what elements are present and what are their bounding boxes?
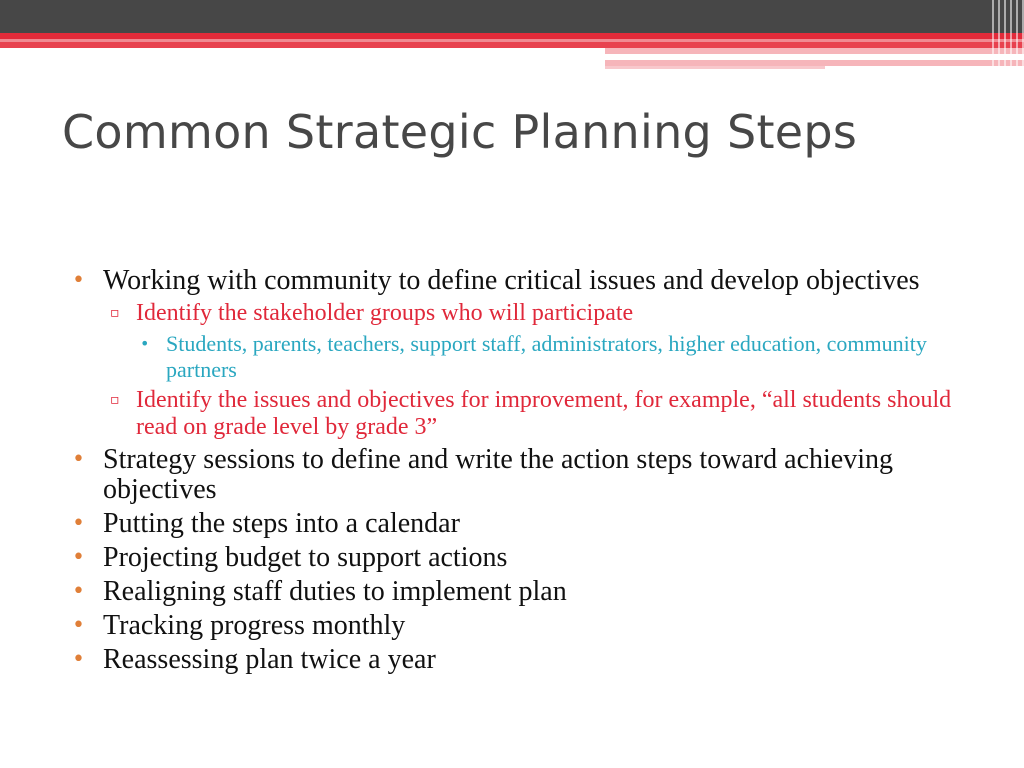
bullet-item bbox=[72, 577, 952, 607]
slide-title: Common Strategic Planning Steps bbox=[62, 105, 858, 159]
bullet-item bbox=[72, 445, 952, 505]
sub-sub-bullet-text: Students, parents, teachers, support staff, administrators, higher education, community partners bbox=[166, 331, 927, 382]
small-dot-bullet-icon: • bbox=[140, 334, 150, 353]
bullet-dot-icon: • bbox=[72, 447, 85, 472]
sub-bullet-text: Identify the issues and objectives for improvement, for example, “all students should read on grade level by grade 3” bbox=[136, 387, 952, 440]
bullet-item bbox=[72, 509, 952, 539]
bullet-item bbox=[72, 611, 952, 641]
bullet-dot-icon: • bbox=[72, 647, 85, 672]
bullet-item bbox=[72, 645, 952, 675]
bullet-text: Putting the steps into a calendar bbox=[103, 508, 460, 539]
sub-sub-bullet-item bbox=[72, 331, 952, 383]
sub-bullet-text: Identify the stakeholder groups who will participate bbox=[136, 300, 634, 326]
bullet-text: Tracking progress monthly bbox=[103, 610, 406, 641]
square-bullet-icon: ▫ bbox=[110, 305, 120, 321]
header-stripe-light-3 bbox=[605, 66, 825, 69]
header-bar-dark bbox=[0, 0, 1024, 33]
sub-bullet-item bbox=[72, 387, 952, 441]
bullet-dot-icon: • bbox=[72, 545, 85, 570]
bullet-list bbox=[72, 266, 952, 675]
header-stripe-light-1 bbox=[605, 48, 1024, 54]
sub-bullet-item bbox=[72, 300, 952, 327]
header-stripe-white bbox=[605, 56, 950, 58]
bullet-text: Reassessing plan twice a year bbox=[103, 644, 436, 675]
bullet-text: Working with community to define critical issues and develop objectives bbox=[103, 265, 920, 296]
bullet-dot-icon: • bbox=[72, 613, 85, 638]
bullet-dot-icon: • bbox=[72, 579, 85, 604]
bullet-item bbox=[72, 266, 952, 296]
bullet-dot-icon: • bbox=[72, 511, 85, 536]
bullet-dot-icon: • bbox=[72, 268, 85, 293]
bullet-text: Strategy sessions to define and write the action steps toward achieving objectives bbox=[103, 444, 894, 505]
header-vertical-stripes bbox=[992, 0, 1024, 70]
bullet-text: Realigning staff duties to implement plan bbox=[103, 576, 567, 607]
bullet-item bbox=[72, 543, 952, 573]
bullet-text: Projecting budget to support actions bbox=[103, 542, 508, 573]
square-bullet-icon: ▫ bbox=[110, 392, 120, 408]
